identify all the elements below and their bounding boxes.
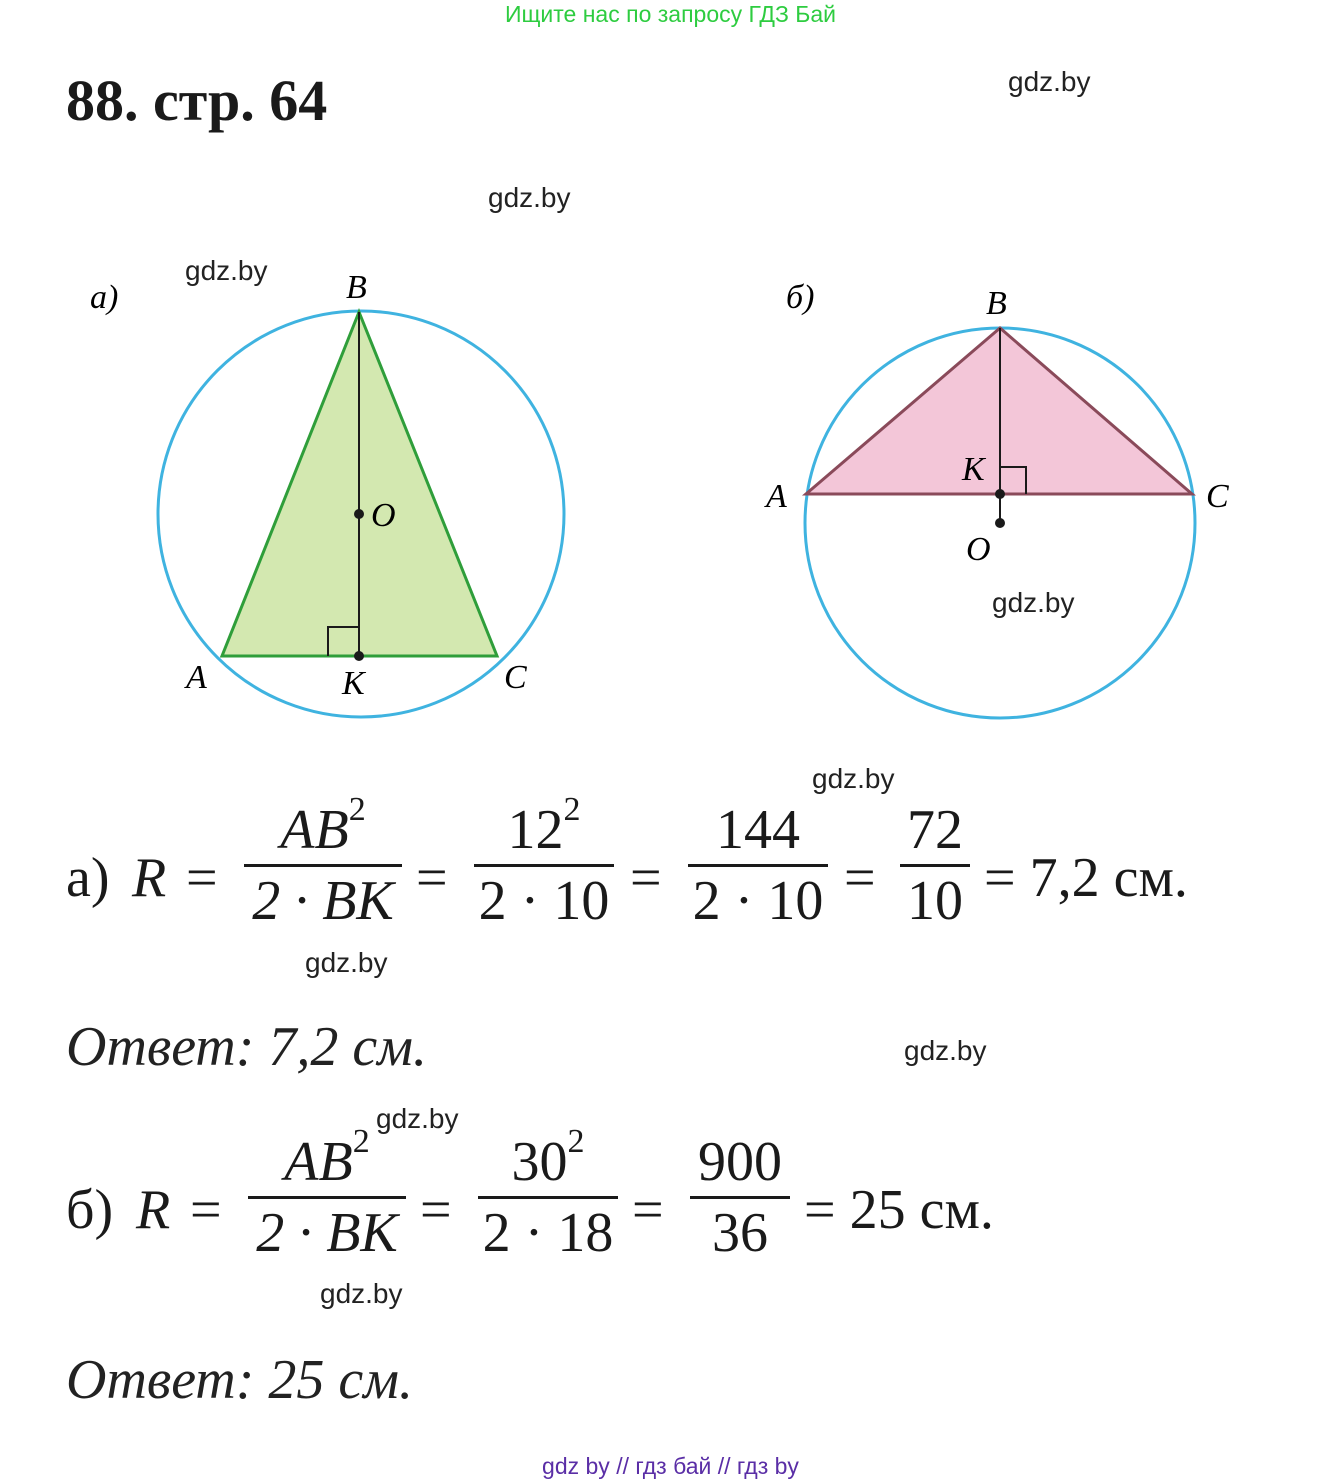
fraction-ab2-2bk: [248, 1123, 406, 1264]
fraction-numerator: 900: [698, 1131, 782, 1193]
equals-sign: =: [190, 1179, 222, 1241]
result-b: = 25 см.: [804, 1179, 994, 1241]
top-banner[interactable]: Ищите нас по запросу ГДЗ Бай: [504, 1, 837, 27]
fraction-numerator: 72: [907, 799, 963, 861]
fraction-144-2x10: [688, 800, 828, 931]
fraction-numerator: AB: [284, 1131, 353, 1193]
label-k: K: [342, 665, 365, 702]
watermark: gdz.by: [320, 1278, 403, 1309]
solution-b-var: R: [136, 1179, 171, 1241]
exponent: 2: [352, 1123, 370, 1160]
exponent: 2: [348, 791, 366, 828]
figure-a: [80, 260, 600, 740]
label-b: B: [346, 269, 367, 306]
fraction-72-10: [900, 800, 970, 931]
exponent: 2: [563, 791, 581, 828]
watermark: gdz.by: [1008, 66, 1091, 97]
point-k: [995, 489, 1005, 499]
point-o: [354, 509, 364, 519]
watermark: gdz.by: [488, 182, 571, 213]
point-k: [354, 651, 364, 661]
label-o: O: [966, 531, 991, 568]
fraction-30sq-2x18: [478, 1123, 618, 1264]
solution-b-prefix: б): [66, 1179, 114, 1241]
label-c: C: [504, 659, 527, 696]
problem-title: 88. стр. 64: [66, 68, 328, 133]
watermark: gdz.by: [812, 763, 895, 794]
equals-sign: =: [416, 847, 448, 909]
answer-b: Ответ: 25 см.: [66, 1349, 413, 1411]
label-b: B: [986, 285, 1007, 322]
watermark: gdz.by: [376, 1103, 459, 1134]
figure-b: [760, 270, 1260, 730]
equals-sign: =: [420, 1179, 452, 1241]
fraction-900-36: [690, 1132, 790, 1263]
solution-a-var: R: [132, 847, 167, 909]
watermark: gdz.by: [992, 587, 1075, 618]
fraction-numerator: 144: [716, 799, 800, 861]
label-o: O: [371, 497, 396, 534]
watermark: gdz.by: [305, 947, 388, 978]
equals-sign: =: [186, 847, 218, 909]
exponent: 2: [567, 1123, 585, 1160]
fraction-numerator: 12: [507, 799, 564, 861]
fraction-denominator: 2 · 10: [692, 870, 824, 932]
solution-a-prefix: а): [66, 847, 110, 909]
figure-a-label: а): [90, 279, 119, 316]
fraction-ab2-2bk: [244, 791, 402, 932]
equals-sign: =: [630, 847, 662, 909]
equals-sign: =: [844, 847, 876, 909]
fraction-denominator: 2 · 18: [482, 1202, 614, 1264]
label-a: A: [766, 478, 787, 515]
fraction-denominator: 2 · BK: [252, 870, 394, 932]
label-a: A: [186, 659, 207, 696]
watermark: gdz.by: [904, 1035, 987, 1066]
fraction-12sq-2x10: [474, 791, 614, 932]
label-k: K: [962, 451, 985, 488]
fraction-numerator: AB: [280, 799, 349, 861]
equals-sign: =: [632, 1179, 664, 1241]
footer-links[interactable]: gdz by // гдз бай // гдз by: [542, 1453, 799, 1479]
watermark: gdz.by: [185, 255, 268, 286]
fraction-numerator: 30: [511, 1131, 568, 1193]
fraction-denominator: 36: [712, 1202, 768, 1264]
figure-b-label: б): [786, 279, 815, 316]
label-c: C: [1206, 478, 1229, 515]
fraction-denominator: 2 · BK: [256, 1202, 398, 1264]
answer-a: Ответ: 7,2 см.: [66, 1016, 427, 1078]
result-a: = 7,2 см.: [984, 847, 1188, 909]
fraction-denominator: 2 · 10: [478, 870, 610, 932]
fraction-denominator: 10: [907, 870, 963, 932]
point-o: [995, 518, 1005, 528]
